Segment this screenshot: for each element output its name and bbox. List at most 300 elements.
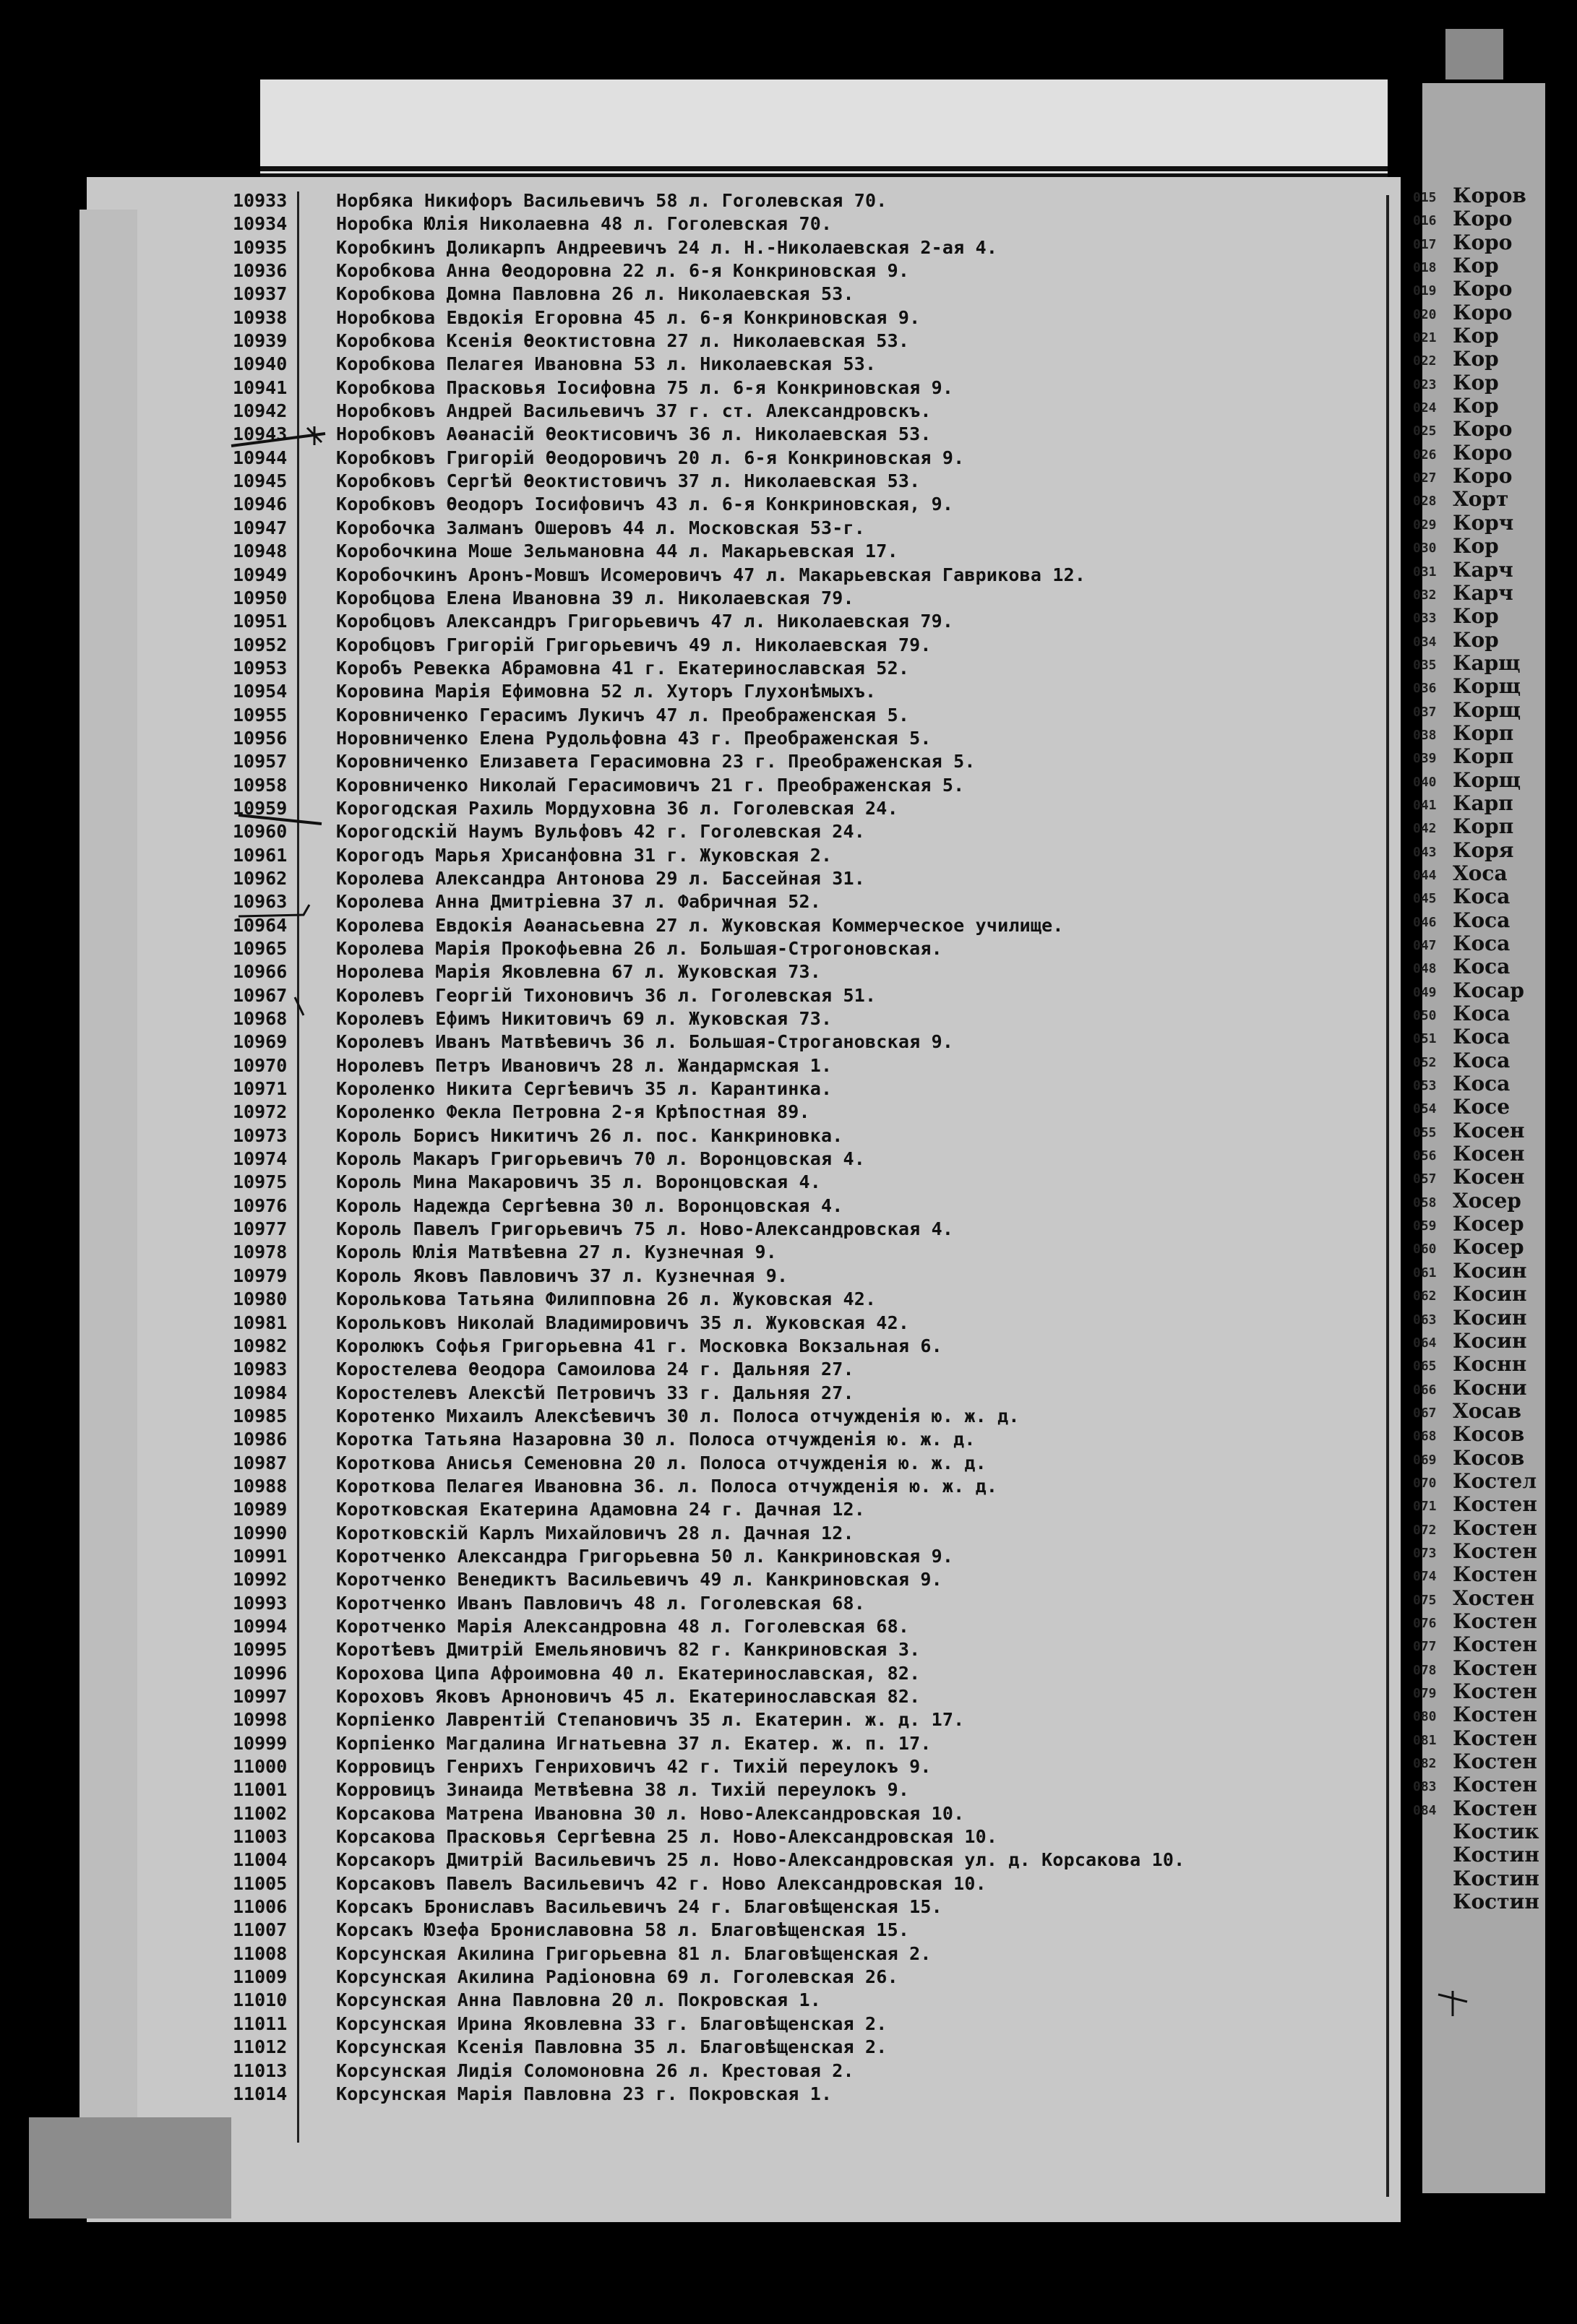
entry-text: Король Юлія Матвѣевна 27 л. Кузнечная 9. (336, 1241, 778, 1263)
adjacent-entry-fragment: Коса (1453, 955, 1511, 979)
adjacent-entry-number: 049 (1413, 984, 1437, 1000)
adjacent-entry-number: 046 (1413, 914, 1437, 930)
register-entry (233, 1312, 1389, 1335)
entry-number: 10966 (233, 961, 288, 983)
adjacent-entry-number: 055 (1413, 1124, 1437, 1140)
entry-number: 10950 (233, 587, 288, 608)
entry-text: Корсакоръ Дмитрій Васильевичъ 25 л. Ново-Александровская ул. д. Корсакова 10. (336, 1849, 1185, 1871)
entry-text: Корсунская Марія Павловна 23 г. Покровская 1. (336, 2083, 833, 2104)
entry-number: 10953 (233, 657, 288, 679)
register-entry (233, 493, 1389, 516)
entry-text: Коробцовъ Григорій Григорьевичъ 49 л. Николаевская 79. (336, 634, 932, 655)
adjacent-entry-fragment: Коро (1453, 441, 1513, 465)
adjacent-entry-number: 031 (1413, 564, 1437, 580)
entry-number: 10992 (233, 1569, 288, 1591)
register-entry (233, 867, 1389, 890)
register-entry (233, 960, 1389, 984)
register-entry (233, 797, 1389, 820)
adjacent-entry-fragment: Хорт (1453, 488, 1509, 512)
register-entry (233, 1638, 1389, 1661)
adjacent-page-numbers (1413, 186, 1442, 1822)
entry-number: 10944 (233, 447, 288, 468)
entry-number: 11006 (233, 1896, 288, 1918)
adjacent-entry-fragment: Коса (1453, 885, 1511, 909)
adjacent-entry-number: 082 (1413, 1756, 1437, 1772)
entry-text: Коротченко Венедиктъ Васильевичъ 49 л. Канкриновская 9. (336, 1569, 942, 1591)
entry-number: 10982 (233, 1335, 288, 1356)
adjacent-entry-fragment: Коснн (1453, 1353, 1527, 1377)
entry-number: 10986 (233, 1429, 288, 1450)
register-entry (233, 1849, 1389, 1872)
adjacent-entry-number: 075 (1413, 1592, 1437, 1608)
adjacent-entry-number: 019 (1413, 283, 1437, 299)
register-entry (233, 1872, 1389, 1895)
register-entry (233, 1195, 1389, 1218)
entry-number: 10963 (233, 891, 288, 913)
entry-number: 10995 (233, 1639, 288, 1661)
register-entry (233, 353, 1389, 376)
adjacent-entry-fragment: Корп (1453, 815, 1514, 839)
adjacent-entry-fragment: Костен (1453, 1726, 1537, 1750)
entry-number: 11007 (233, 1919, 288, 1941)
adjacent-entry-number: 024 (1413, 400, 1437, 416)
entry-number: 11011 (233, 2013, 288, 2034)
entry-text: Королькова Татьяна Филипповна 26 л. Жуковская 42. (336, 1288, 877, 1310)
entry-text: Коробковъ Григорій Өеодоровичъ 20 л. 6-я Конкриновская 9. (336, 447, 965, 468)
entry-number: 10942 (233, 400, 288, 422)
adjacent-entry-fragment: Косов (1453, 1446, 1525, 1470)
register-entry (233, 820, 1389, 843)
entry-text: Корсунская Лидія Соломоновна 26 л. Крестовая 2. (336, 2060, 854, 2081)
adjacent-entry-fragment: Коса (1453, 1049, 1511, 1072)
entry-number: 10997 (233, 1686, 288, 1707)
adjacent-entry-number: 058 (1413, 1195, 1437, 1210)
entry-text: Корсакъ Юзефа Брониславовна 58 л. Благовѣщенская 15. (336, 1919, 910, 1941)
register-entry (233, 2083, 1389, 2106)
entry-number: 10964 (233, 914, 288, 936)
register-entry (233, 937, 1389, 960)
adjacent-entry-number: 026 (1413, 447, 1437, 462)
entry-number: 10990 (233, 1522, 288, 1544)
entry-number: 10935 (233, 236, 288, 258)
entry-number: 10946 (233, 494, 288, 515)
adjacent-entry-number: 060 (1413, 1241, 1437, 1257)
register-entry (233, 1568, 1389, 1591)
entry-number: 10960 (233, 821, 288, 843)
entry-text: Корсакъ Брониславъ Васильевичъ 24 г. Благовѣщенская 15. (336, 1896, 942, 1918)
register-list (233, 189, 1389, 2106)
adjacent-entry-fragment: Коро (1453, 277, 1513, 301)
entry-text: Королюкъ Софья Григорьевна 41 г. Московка Вокзальная 6. (336, 1335, 942, 1356)
entry-text: Норобка Юлія Николаевна 48 л. Гоголевская 70. (336, 213, 833, 235)
adjacent-entry-number: 025 (1413, 423, 1437, 439)
entry-number: 10954 (233, 681, 288, 702)
adjacent-entry-fragment: Косни (1453, 1376, 1527, 1400)
adjacent-entry-fragment: Кор (1453, 535, 1499, 559)
entry-text: Коровниченко Елизавета Герасимовна 23 г. Преображенская 5. (336, 751, 976, 772)
adjacent-entry-fragment: Карщ (1453, 651, 1521, 675)
adjacent-entry-number: 062 (1413, 1288, 1437, 1304)
adjacent-entry-number: 054 (1413, 1101, 1437, 1117)
adjacent-entry-number: 015 (1413, 190, 1437, 205)
register-entry (233, 1778, 1389, 1802)
register-entry (233, 1124, 1389, 1148)
register-entry (233, 727, 1389, 750)
adjacent-entry-fragment: Коро (1453, 231, 1513, 254)
entry-text: Корогодскій Наумъ Вульфовъ 42 г. Гоголевская 24. (336, 821, 866, 843)
adjacent-entry-number: 071 (1413, 1499, 1437, 1515)
entry-text: Королева Евдокія Аөанасьевна 27 л. Жуковская Коммерческое училище. (336, 914, 1064, 936)
adjacent-entry-number: 029 (1413, 517, 1437, 533)
register-entry (233, 376, 1389, 400)
adjacent-entry-fragment: Косе (1453, 1096, 1511, 1119)
entry-number: 10943 (233, 423, 288, 445)
register-entry (233, 259, 1389, 283)
entry-number: 10993 (233, 1592, 288, 1614)
entry-text: Норолевъ Петръ Ивановичъ 28 л. Жандармская 1. (336, 1054, 833, 1076)
entry-number: 10962 (233, 867, 288, 889)
adjacent-entry-fragment: Коро (1453, 465, 1513, 489)
adjacent-entry-number: 051 (1413, 1031, 1437, 1047)
register-entry (233, 1662, 1389, 1685)
entry-number: 11013 (233, 2060, 288, 2081)
adjacent-entry-number: 074 (1413, 1569, 1437, 1585)
adjacent-entry-fragment: Кор (1453, 628, 1499, 652)
entry-text: Короленко Фекла Петровна 2-я Крѣпостная 89. (336, 1101, 810, 1123)
entry-number: 10941 (233, 376, 288, 398)
adjacent-entry-number: 041 (1413, 797, 1437, 813)
entry-number: 10955 (233, 704, 288, 726)
register-entry (233, 1265, 1389, 1288)
adjacent-entry-number: 056 (1413, 1148, 1437, 1164)
register-entry (233, 2060, 1389, 2083)
adjacent-entry-number: 053 (1413, 1078, 1437, 1094)
adjacent-entry-fragment: Хоса (1453, 861, 1508, 885)
entry-text: Король Надежда Сергѣевна 30 л. Воронцовская 4. (336, 1195, 843, 1216)
entry-number: 10971 (233, 1078, 288, 1100)
adjacent-entry-number: 063 (1413, 1312, 1437, 1327)
adjacent-entry-fragment: Хосав (1453, 1399, 1522, 1423)
entry-number: 10976 (233, 1195, 288, 1216)
entry-number: 10994 (233, 1615, 288, 1637)
adjacent-entry-number: 068 (1413, 1429, 1437, 1445)
adjacent-entry-fragment: Косер (1453, 1236, 1524, 1260)
register-entry (233, 1522, 1389, 1545)
entry-number: 10956 (233, 727, 288, 749)
adjacent-entry-number: 044 (1413, 867, 1437, 883)
entry-text: Коробкова Прасковья Іосифовна 75 л. 6-я Конкриновская 9. (336, 376, 954, 398)
adjacent-entry-number: 042 (1413, 821, 1437, 837)
entry-text: Коротковская Екатерина Адамовна 24 г. Дачная 12. (336, 1499, 866, 1520)
entry-text: Королевъ Ефимъ Никитовичъ 69 л. Жуковская 73. (336, 1008, 833, 1030)
adjacent-entry-fragment: Карч (1453, 558, 1513, 582)
entry-number: 10948 (233, 541, 288, 562)
entry-text: Корровицъ Генрихъ Генриховичъ 42 г. Тихій переулокъ 9. (336, 1756, 932, 1778)
adjacent-entry-fragment: Карч (1453, 581, 1513, 605)
adjacent-entry-fragment: Косен (1453, 1166, 1525, 1189)
register-entry (233, 1288, 1389, 1311)
entry-number: 10999 (233, 1732, 288, 1754)
register-entry (233, 610, 1389, 633)
adjacent-entry-number: 084 (1413, 1802, 1437, 1818)
register-entry (233, 1895, 1389, 1919)
entry-text: Коротченко Иванъ Павловичъ 48 л. Гоголевская 68. (336, 1592, 866, 1614)
adjacent-entry-number: 064 (1413, 1335, 1437, 1351)
register-entry (233, 774, 1389, 797)
entry-text: Король Макаръ Григорьевичъ 70 л. Воронцовская 4. (336, 1148, 866, 1170)
entry-number: 10945 (233, 470, 288, 492)
adjacent-entry-fragment: Костен (1453, 1703, 1537, 1727)
entry-number: 10969 (233, 1031, 288, 1053)
adjacent-entry-fragment: Костен (1453, 1633, 1537, 1657)
adjacent-entry-number: 028 (1413, 494, 1437, 509)
adjacent-entry-fragment: Коса (1453, 1072, 1511, 1096)
entry-text: Корсунская Анна Павловна 20 л. Покровская 1. (336, 1989, 822, 2011)
adjacent-entry-number: 034 (1413, 634, 1437, 650)
entry-text: Королевъ Георгій Тихоновичъ 36 л. Гоголевская 51. (336, 984, 877, 1006)
adjacent-entry-number: 076 (1413, 1615, 1437, 1631)
adjacent-entry-number: 018 (1413, 260, 1437, 276)
entry-number: 10970 (233, 1054, 288, 1076)
register-entry (233, 657, 1389, 680)
entry-text: Коротка Татьяна Назаровна 30 л. Полоса отчужденія ю. ж. д. (336, 1429, 976, 1450)
adjacent-entry-number: 057 (1413, 1171, 1437, 1187)
entry-text: Короленко Никита Сергѣевичъ 35 л. Карантинка. (336, 1078, 833, 1100)
register-entry (233, 704, 1389, 727)
register-entry (233, 517, 1389, 540)
adjacent-entry-number: 067 (1413, 1405, 1437, 1421)
entry-number: 11000 (233, 1756, 288, 1778)
register-entry (233, 1054, 1389, 1077)
entry-number: 10961 (233, 844, 288, 866)
adjacent-entry-number: 047 (1413, 938, 1437, 953)
register-entry (233, 1335, 1389, 1358)
register-entry (233, 1592, 1389, 1615)
register-entry (233, 1615, 1389, 1638)
adjacent-entry-fragment: Косов (1453, 1423, 1525, 1447)
entry-number: 10967 (233, 984, 288, 1006)
entry-text: Королевъ Иванъ Матвѣевичъ 36 л. Большая-Строгановская 9. (336, 1031, 954, 1053)
adjacent-entry-fragment: Коса (1453, 932, 1511, 955)
entry-text: Корсаковъ Павелъ Васильевичъ 42 г. Ново Александровская 10. (336, 1872, 987, 1894)
adjacent-entry-fragment: Корч (1453, 511, 1514, 535)
entry-number: 10949 (233, 564, 288, 585)
entry-number: 10978 (233, 1241, 288, 1263)
adjacent-entry-number: 038 (1413, 727, 1437, 743)
register-entry (233, 844, 1389, 867)
adjacent-entry-number: 017 (1413, 236, 1437, 252)
register-entry (233, 1030, 1389, 1054)
register-entry (233, 1685, 1389, 1708)
register-entry (233, 1428, 1389, 1451)
entry-number: 11009 (233, 1966, 288, 1988)
register-entry (233, 1077, 1389, 1101)
entry-text: Норолева Марія Яковлевна 67 л. Жуковская 73. (336, 961, 822, 983)
adjacent-entry-number: 072 (1413, 1522, 1437, 1538)
entry-number: 10957 (233, 751, 288, 772)
entry-text: Норобковъ Аөанасій Өеоктисовичъ 36 л. Николаевская 53. (336, 423, 932, 445)
entry-number: 11012 (233, 2036, 288, 2058)
adjacent-entry-number: 070 (1413, 1475, 1437, 1491)
entry-text: Коробкинъ Доликарпъ Андреевичъ 24 л. Н.-Николаевская 2-ая 4. (336, 236, 998, 258)
entry-number: 10987 (233, 1452, 288, 1473)
adjacent-entry-number: 083 (1413, 1779, 1437, 1795)
adjacent-entry-fragment: Кор (1453, 395, 1499, 418)
register-entry (233, 470, 1389, 493)
register-entry (233, 680, 1389, 703)
adjacent-entry-number: 052 (1413, 1054, 1437, 1070)
adjacent-entry-fragment: Костен (1453, 1773, 1537, 1797)
entry-number: 10988 (233, 1475, 288, 1497)
register-entry (233, 2036, 1389, 2059)
entry-number: 10952 (233, 634, 288, 655)
adjacent-entry-number: 022 (1413, 353, 1437, 369)
entry-text: Коробкова Домна Павловна 26 л. Николаевская 53. (336, 283, 854, 305)
adjacent-entry-fragment: Костен (1453, 1750, 1537, 1774)
adjacent-entry-number: 050 (1413, 1008, 1437, 1024)
entry-number: 10984 (233, 1382, 288, 1403)
register-entry (233, 447, 1389, 470)
adjacent-entry-fragment: Корщ (1453, 698, 1521, 722)
entry-text: Корохова Ципа Афроимовна 40 л. Екатеринославская, 82. (336, 1662, 921, 1684)
entry-text: Корогодъ Марья Хрисанфовна 31 г. Жуковская 2. (336, 844, 833, 866)
adjacent-entry-number: 073 (1413, 1545, 1437, 1561)
entry-text: Коротенко Михаилъ Алексѣевичъ 30 л. Полоса отчужденія ю. ж. д. (336, 1405, 1020, 1426)
header-rule (260, 166, 1388, 171)
entry-text: Корольковъ Николай Владимировичъ 35 л. Жуковская 42. (336, 1312, 910, 1333)
adjacent-entry-fragment: Косар (1453, 978, 1524, 1002)
register-entry (233, 750, 1389, 773)
adjacent-entry-fragment: Костен (1453, 1516, 1537, 1540)
register-entry (233, 423, 1389, 446)
register-entry (233, 1382, 1389, 1405)
adjacent-entry-fragment: Костен (1453, 1656, 1537, 1680)
adjacent-entry-fragment: Костен (1453, 1680, 1537, 1703)
entry-text: Коротковскій Карлъ Михайловичъ 28 л. Дачная 12. (336, 1522, 854, 1544)
register-entry (233, 1498, 1389, 1521)
entry-text: Норовниченко Елена Рудольфовна 43 г. Преображенская 5. (336, 727, 932, 749)
entry-text: Коротченко Александра Григорьевна 50 л. Канкриновская 9. (336, 1545, 954, 1567)
torn-bottom-edge (29, 2117, 231, 2218)
entry-number: 10958 (233, 774, 288, 796)
entry-text: Норобкова Евдокія Егоровна 45 л. 6-я Конкриновская 9. (336, 306, 921, 328)
entry-text: Коробочка Залманъ Ошеровъ 44 л. Московская 53-г. (336, 517, 866, 538)
entry-number: 10972 (233, 1101, 288, 1123)
adjacent-entry-fragment: Костен (1453, 1563, 1537, 1587)
adjacent-entry-number: 061 (1413, 1265, 1437, 1281)
entry-number: 10933 (233, 190, 288, 211)
entry-text: Коротченко Марія Александровна 48 л. Гоголевская 68. (336, 1615, 910, 1637)
adjacent-entry-number: 066 (1413, 1382, 1437, 1398)
adjacent-entry-fragment: Косин (1453, 1283, 1527, 1307)
register-entry (233, 236, 1389, 259)
entry-text: Коробцовъ Александръ Григорьевичъ 47 л. Николаевская 79. (336, 611, 954, 632)
register-entry (233, 400, 1389, 423)
register-entry (233, 1007, 1389, 1030)
page-top-strip (260, 79, 1388, 178)
entry-text: Корсунская Ксенія Павловна 35 л. Благовѣщенская 2. (336, 2036, 888, 2058)
register-entry (233, 1708, 1389, 1731)
adjacent-entry-fragment: Коро (1453, 207, 1513, 231)
adjacent-entry-fragment: Костен (1453, 1493, 1537, 1517)
adjacent-entry-fragment: Кор (1453, 254, 1499, 278)
adjacent-entry-fragment: Костин (1453, 1867, 1539, 1890)
entry-number: 10989 (233, 1499, 288, 1520)
adjacent-entry-number: 079 (1413, 1686, 1437, 1701)
entry-number: 11014 (233, 2083, 288, 2104)
entry-text: Коробковъ Сергѣй Өеоктистовичъ 37 л. Николаевская 53. (336, 470, 921, 492)
adjacent-entry-fragment: Косин (1453, 1329, 1527, 1353)
entry-text: Корпіенко Лаврентій Степановичъ 35 л. Екатерин. ж. д. 17. (336, 1709, 965, 1731)
register-entry (233, 1755, 1389, 1778)
adjacent-entry-fragment: Кор (1453, 348, 1499, 371)
adjacent-entry-fragment: Кор (1453, 371, 1499, 395)
entry-text: Коробочкина Моше Зельмановна 44 л. Макарьевская 17. (336, 541, 898, 562)
adjacent-entry-fragment: Костин (1453, 1843, 1539, 1867)
entry-number: 11002 (233, 1802, 288, 1824)
adjacent-entry-fragment: Корщ (1453, 675, 1521, 699)
register-entry (233, 1732, 1389, 1755)
adjacent-entry-fragment: Коров (1453, 184, 1526, 207)
adjacent-entry-number: 039 (1413, 751, 1437, 767)
adjacent-entry-fragment: Хосер (1453, 1189, 1521, 1213)
entry-text: Коробцова Елена Ивановна 39 л. Николаевская 79. (336, 587, 854, 608)
adjacent-entry-fragment: Корщ (1453, 768, 1521, 792)
entry-text: Норобковъ Андрей Васильевичъ 37 г. ст. Александровскъ. (336, 400, 932, 422)
entry-text: Корсунская Акилина Радіоновна 69 л. Гоголевская 26. (336, 1966, 898, 1988)
adjacent-entry-fragment: Костен (1453, 1796, 1537, 1820)
adjacent-entry-fragment: Коро (1453, 418, 1513, 442)
entry-number: 11001 (233, 1779, 288, 1801)
adjacent-entry-fragment: Косин (1453, 1306, 1527, 1330)
register-entry (233, 1545, 1389, 1568)
adjacent-entry-number: 023 (1413, 376, 1437, 392)
adjacent-entry-number: 043 (1413, 844, 1437, 860)
adjacent-entry-fragment: Костен (1453, 1539, 1537, 1563)
adjacent-entry-fragment: Хостен (1453, 1586, 1535, 1610)
adjacent-entry-number: 035 (1413, 657, 1437, 673)
entry-number: 11003 (233, 1826, 288, 1848)
entry-number: 10983 (233, 1359, 288, 1380)
register-entry (233, 1101, 1389, 1124)
register-entry (233, 1989, 1389, 2012)
register-entry (233, 587, 1389, 610)
entry-number: 10981 (233, 1312, 288, 1333)
entry-number: 10938 (233, 306, 288, 328)
entry-number: 11004 (233, 1849, 288, 1871)
register-entry (233, 540, 1389, 563)
entry-number: 10975 (233, 1171, 288, 1193)
adjacent-entry-number: 020 (1413, 306, 1437, 322)
adjacent-entry-fragment: Коря (1453, 838, 1514, 862)
entry-text: Коробъ Ревекка Абрамовна 41 г. Екатеринославская 52. (336, 657, 910, 679)
adjacent-entry-number: 036 (1413, 681, 1437, 697)
entry-text: Корсунская Ирина Яковлевна 33 г. Благовѣщенская 2. (336, 2013, 888, 2034)
entry-text: Коробкова Ксенія Өеоктистовна 27 л. Николаевская 53. (336, 330, 910, 352)
entry-number: 10968 (233, 1008, 288, 1030)
entry-number: 11005 (233, 1872, 288, 1894)
entry-text: Коробковъ Өеодоръ Іосифовичъ 43 л. 6-я Конкриновская, 9. (336, 494, 954, 515)
entry-text: Коротѣевъ Дмитрій Емельяновичъ 82 г. Канкриновская 3. (336, 1639, 921, 1661)
register-entry (233, 1802, 1389, 1825)
register-entry (233, 306, 1389, 330)
adjacent-entry-fragment: Косен (1453, 1119, 1525, 1142)
entry-text: Коровниченко Герасимъ Лукичъ 47 л. Преображенская 5. (336, 704, 910, 726)
adjacent-entry-number: 081 (1413, 1732, 1437, 1748)
entry-number: 10965 (233, 938, 288, 959)
entry-number: 10973 (233, 1124, 288, 1146)
torn-corner (1445, 29, 1503, 79)
